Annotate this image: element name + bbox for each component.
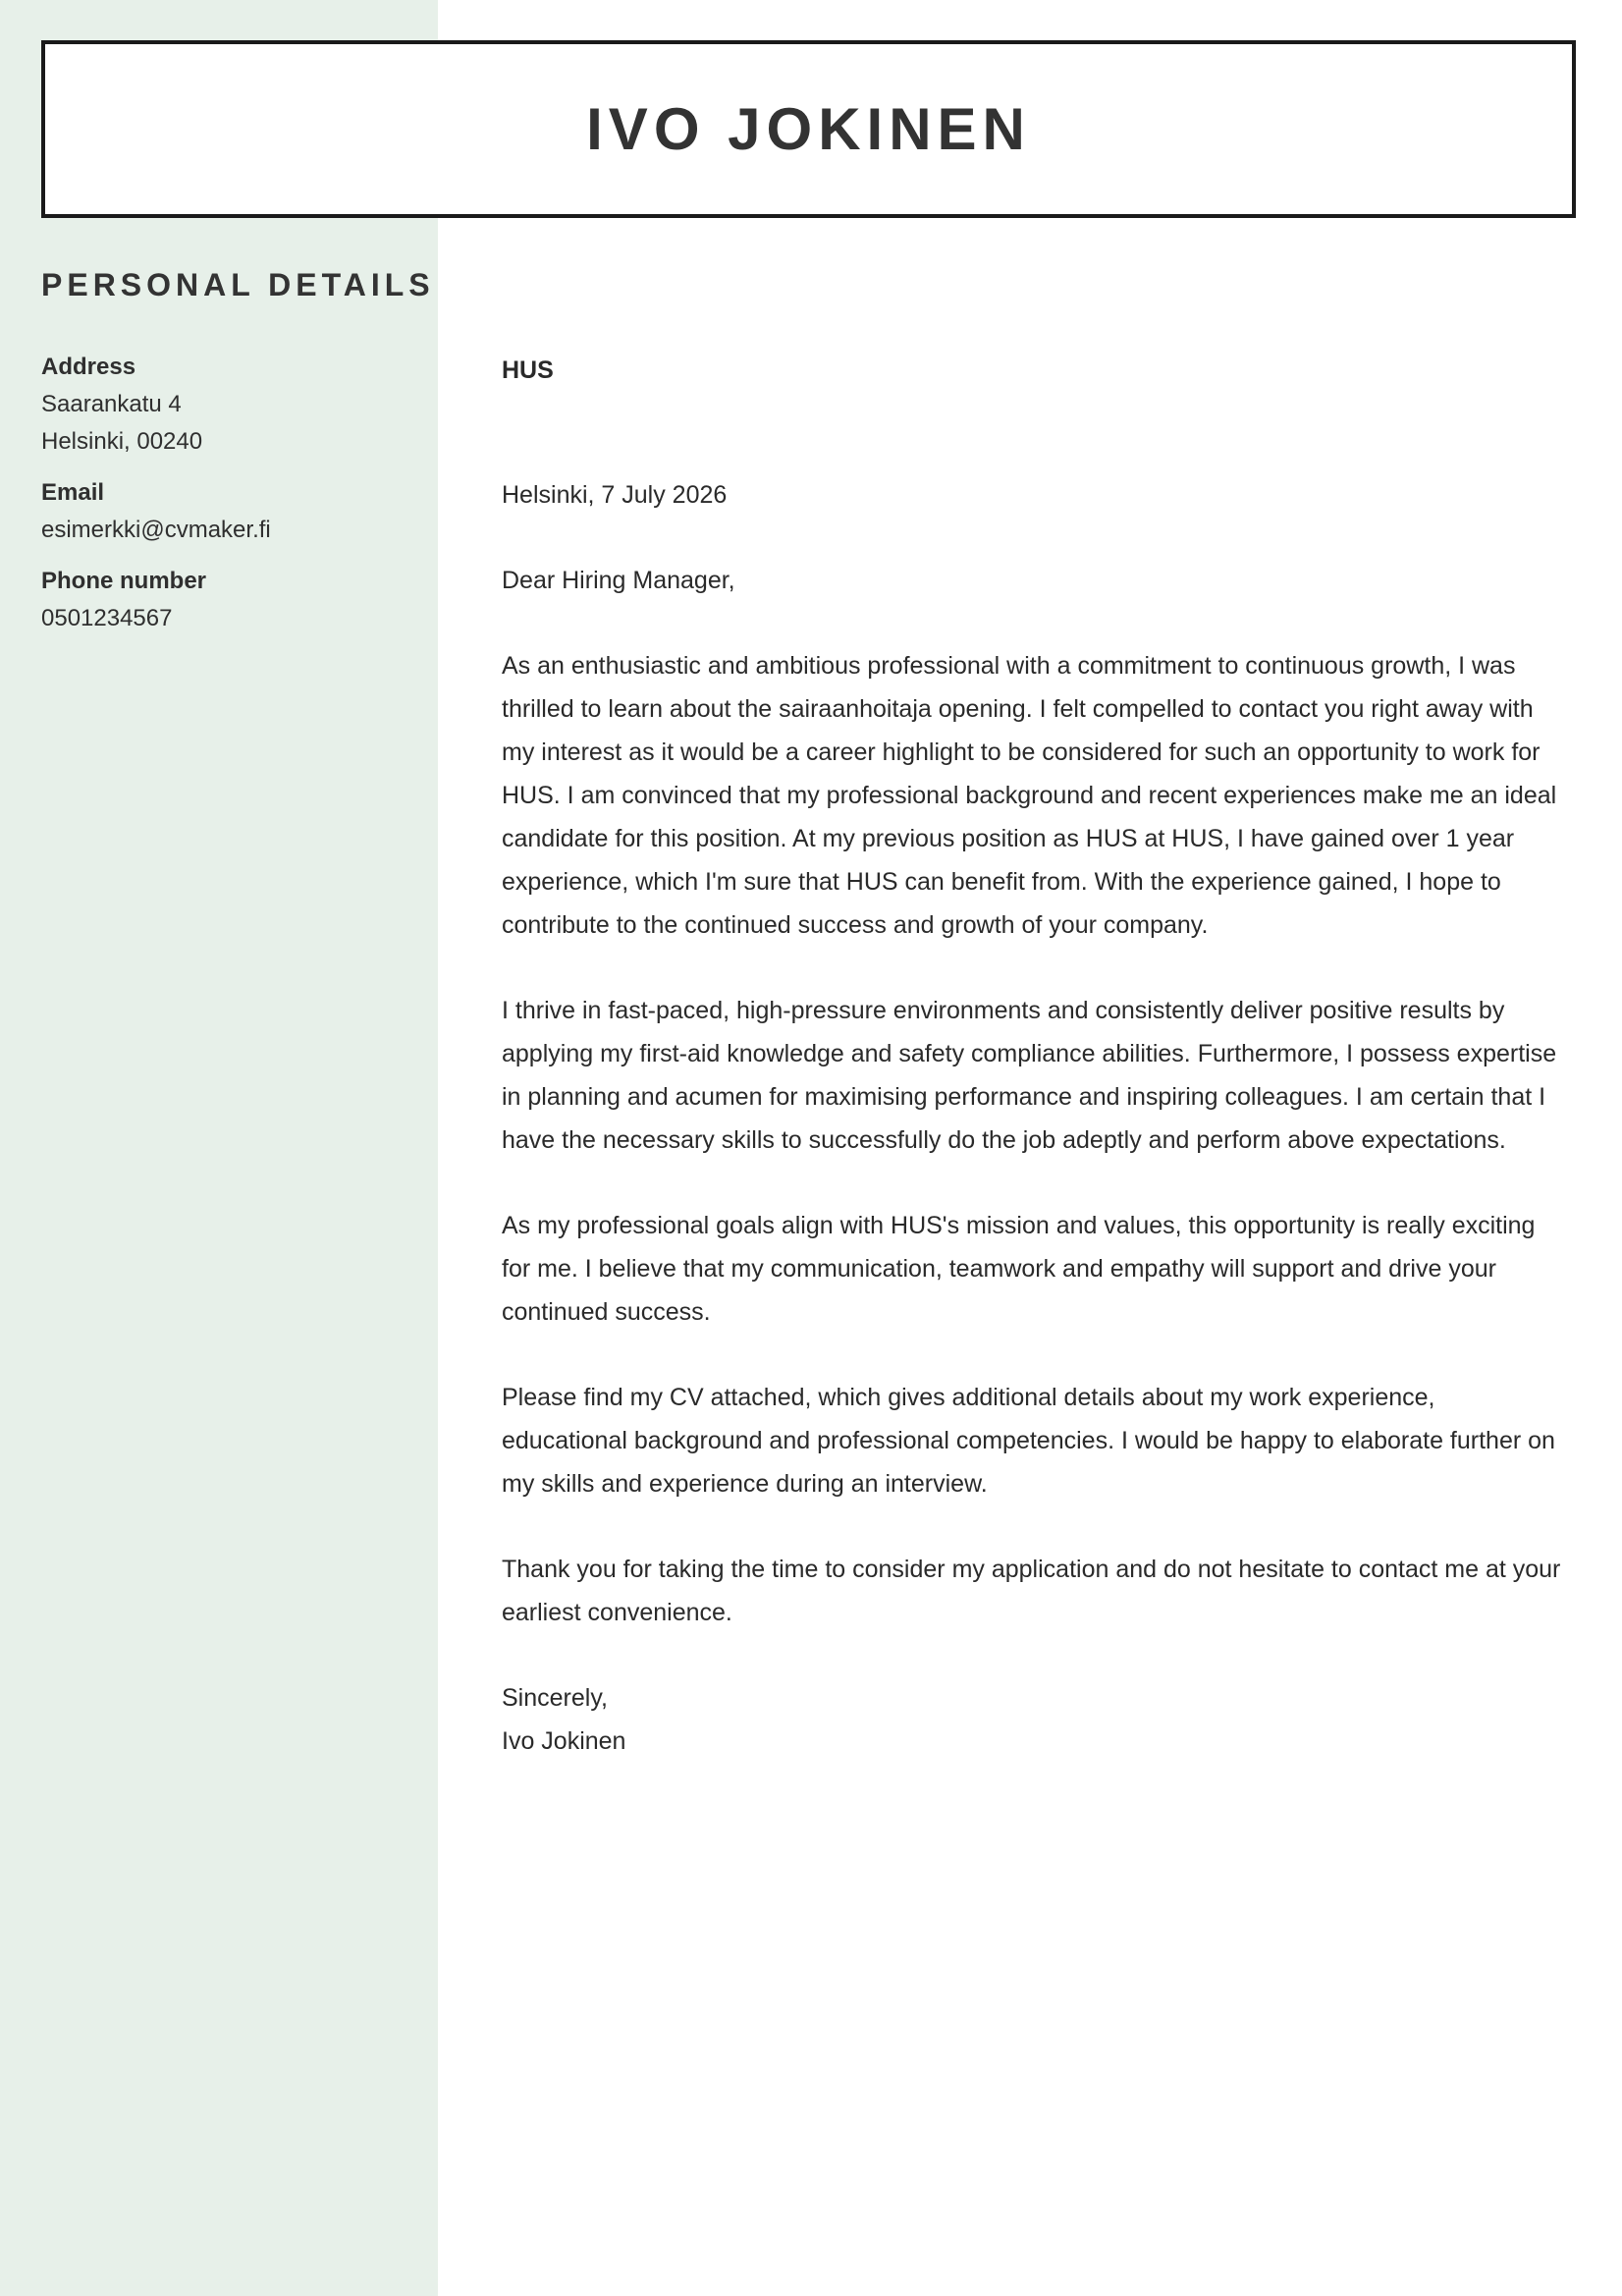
letter-body: [502, 349, 1567, 1763]
phone-group: [41, 563, 414, 637]
address-group: [41, 349, 414, 461]
closing: Sincerely,: [502, 1684, 608, 1712]
paragraph-1: As an enthusiastic and ambitious professional with a commitment to continuous growth, I was thrilled to learn about the sairaanhoitaja opening. I felt compelled to contact you right away with my interest as it would be a career highlight to be considered for such an opportunity to work for HUS. I am convinced that my professional background and recent experiences make me an ideal candidate for this position. At my previous position as HUS at HUS, I have gained over 1 year experience, which I'm sure that HUS can benefit from. With the experience gained, I hope to contribute to the continued success and growth of your company.: [502, 652, 1557, 939]
name-header-box: [41, 40, 1576, 218]
personal-details-list: [41, 349, 414, 651]
signature: Ivo Jokinen: [502, 1727, 626, 1755]
address-label: Address: [41, 354, 136, 380]
applicant-name: IVO JOKINEN: [586, 96, 1031, 162]
email-label: Email: [41, 479, 105, 506]
paragraph-3: As my professional goals align with HUS's mission and values, this opportunity is really exciting for me. I believe that my communication, teamwork and empathy will support and drive your continued success.: [502, 1212, 1536, 1326]
phone-value: 0501234567: [41, 605, 173, 631]
email-group: [41, 474, 414, 549]
paragraph-4: Please find my CV attached, which gives additional details about my work experience, educational background and professional competencies. I would be happy to elaborate further on my skills and experience during an interview.: [502, 1384, 1555, 1498]
salutation: Dear Hiring Manager,: [502, 567, 735, 594]
recipient: HUS: [502, 356, 554, 384]
address-line-1: Saarankatu 4: [41, 391, 182, 417]
sidebar-panel: [0, 0, 438, 2296]
letter-date: Helsinki, 7 July 2026: [502, 481, 728, 509]
paragraph-2: I thrive in fast-paced, high-pressure environments and consistently deliver positive results by applying my first-aid knowledge and safety compliance abilities. Furthermore, I possess expertise in planning and acumen for maximising performance and inspiring colleagues. I am certain that I have the necessary skills to successfully do the job adeptly and perform above expectations.: [502, 997, 1557, 1154]
email-value: esimerkki@cvmaker.fi: [41, 517, 271, 543]
address-line-2: Helsinki, 00240: [41, 428, 203, 455]
personal-details-title: PERSONAL DETAILS: [41, 267, 435, 302]
paragraph-5: Thank you for taking the time to consider my application and do not hesitate to contact me at your earliest convenience.: [502, 1556, 1561, 1626]
phone-label: Phone number: [41, 568, 207, 594]
